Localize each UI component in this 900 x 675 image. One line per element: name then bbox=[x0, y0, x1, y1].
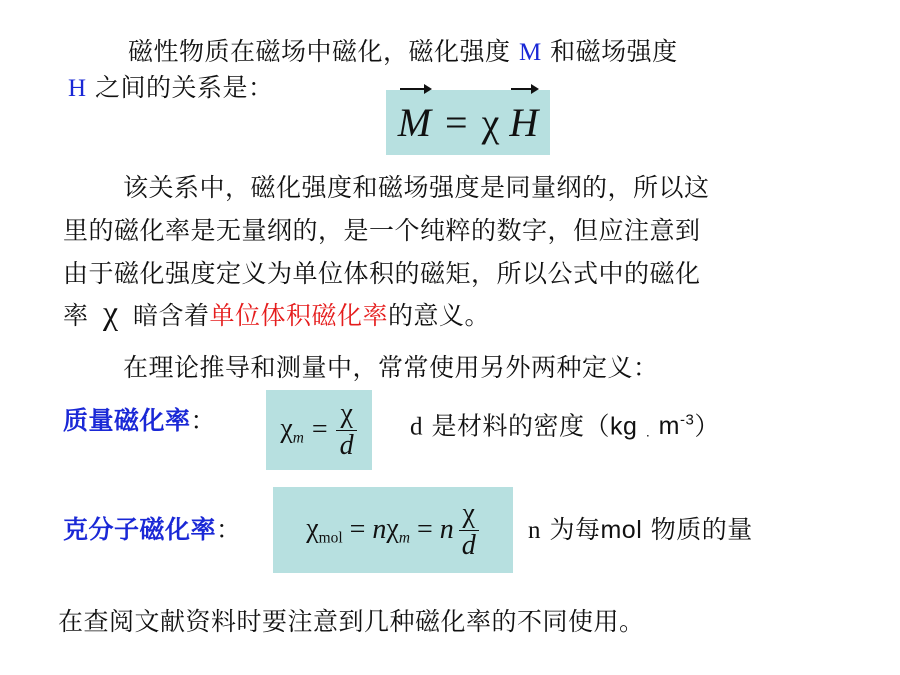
closing-line: 在查阅文献资料时要注意到几种磁化率的不同使用。 bbox=[58, 607, 645, 636]
chi-symbol: χ bbox=[481, 100, 500, 145]
intro-line-1 bbox=[128, 36, 678, 69]
intro-line-2 bbox=[68, 72, 274, 105]
molar-fraction-chi-over-d: $\frac{\chi}{d}$ bbox=[458, 499, 480, 562]
molar-equals-2: = bbox=[416, 514, 433, 545]
molar-n-2: n bbox=[439, 514, 454, 545]
highlight-volume-susceptibility: 单位体积磁化率 bbox=[209, 301, 389, 330]
para2-text-b: 暗含着 bbox=[133, 301, 210, 330]
symbol-H: H bbox=[68, 75, 87, 102]
para3: 在理论推导和测量中，常常使用另外两种定义： bbox=[123, 353, 659, 382]
formula-mass-susceptibility bbox=[266, 390, 372, 470]
intro-text-1: 磁性物质在磁场中磁化，磁化强度 bbox=[128, 37, 511, 66]
chi-symbol-inline: χ bbox=[102, 295, 119, 332]
molar-equals-1: = bbox=[349, 514, 366, 545]
density-text: 是材料的密度（ bbox=[431, 411, 610, 441]
molar-n-note: n bbox=[528, 517, 541, 544]
chi-m-2: $\chi_m$ bbox=[386, 512, 410, 547]
symbol-M: M bbox=[518, 39, 542, 66]
unit-dot: . bbox=[645, 423, 651, 440]
molar-n-1: n bbox=[372, 514, 387, 545]
vector-H: H bbox=[509, 90, 538, 155]
fraction-chi-over-d: $\frac{\chi}{d}$ bbox=[336, 399, 358, 462]
para2-line-2: 里的磁化率是无量纲的，是一个纯粹的数字，但应注意到 bbox=[63, 216, 701, 245]
molar-note bbox=[528, 514, 753, 547]
density-note bbox=[410, 405, 720, 447]
molar-label-line bbox=[63, 514, 242, 546]
unit-kg: kg bbox=[609, 412, 638, 441]
formula-M-chi-H bbox=[386, 90, 550, 155]
molar-note-mol: mol bbox=[600, 516, 643, 544]
vector-M: M bbox=[398, 90, 431, 155]
intro-text-2: 和磁场强度 bbox=[550, 37, 678, 66]
chi-mol: χmol bbox=[306, 512, 343, 547]
molar-note-a: 为每 bbox=[549, 515, 601, 544]
density-close: ） bbox=[694, 411, 720, 441]
para2-text-a: 率 bbox=[63, 301, 89, 330]
para2-line-1: 该关系中，磁化强度和磁场强度是同量纲的，所以这 bbox=[123, 173, 710, 202]
mass-label-line bbox=[63, 405, 216, 437]
unit-m: $m^{-3}$ bbox=[658, 412, 695, 441]
formula-molar-susceptibility bbox=[273, 487, 513, 573]
density-d: d bbox=[410, 413, 423, 441]
mass-susceptibility-label: 质量磁化率 bbox=[63, 406, 191, 435]
para2-line-3: 由于磁化强度定义为单位体积的磁矩，所以公式中的磁化 bbox=[63, 259, 701, 288]
molar-colon: ： bbox=[216, 515, 242, 544]
mass-equals: = bbox=[311, 414, 328, 445]
mass-colon: ： bbox=[190, 406, 217, 435]
equals-sign: = bbox=[445, 100, 468, 145]
para2-line-4 bbox=[63, 295, 491, 332]
intro-text-3: 之间的关系是： bbox=[95, 73, 274, 102]
molar-note-b: 物质的量 bbox=[650, 515, 753, 544]
para2-text-c: 的意义。 bbox=[388, 301, 491, 330]
chi-m: $\chi_m$ bbox=[280, 412, 304, 447]
molar-susceptibility-label: 克分子磁化率 bbox=[63, 515, 217, 544]
